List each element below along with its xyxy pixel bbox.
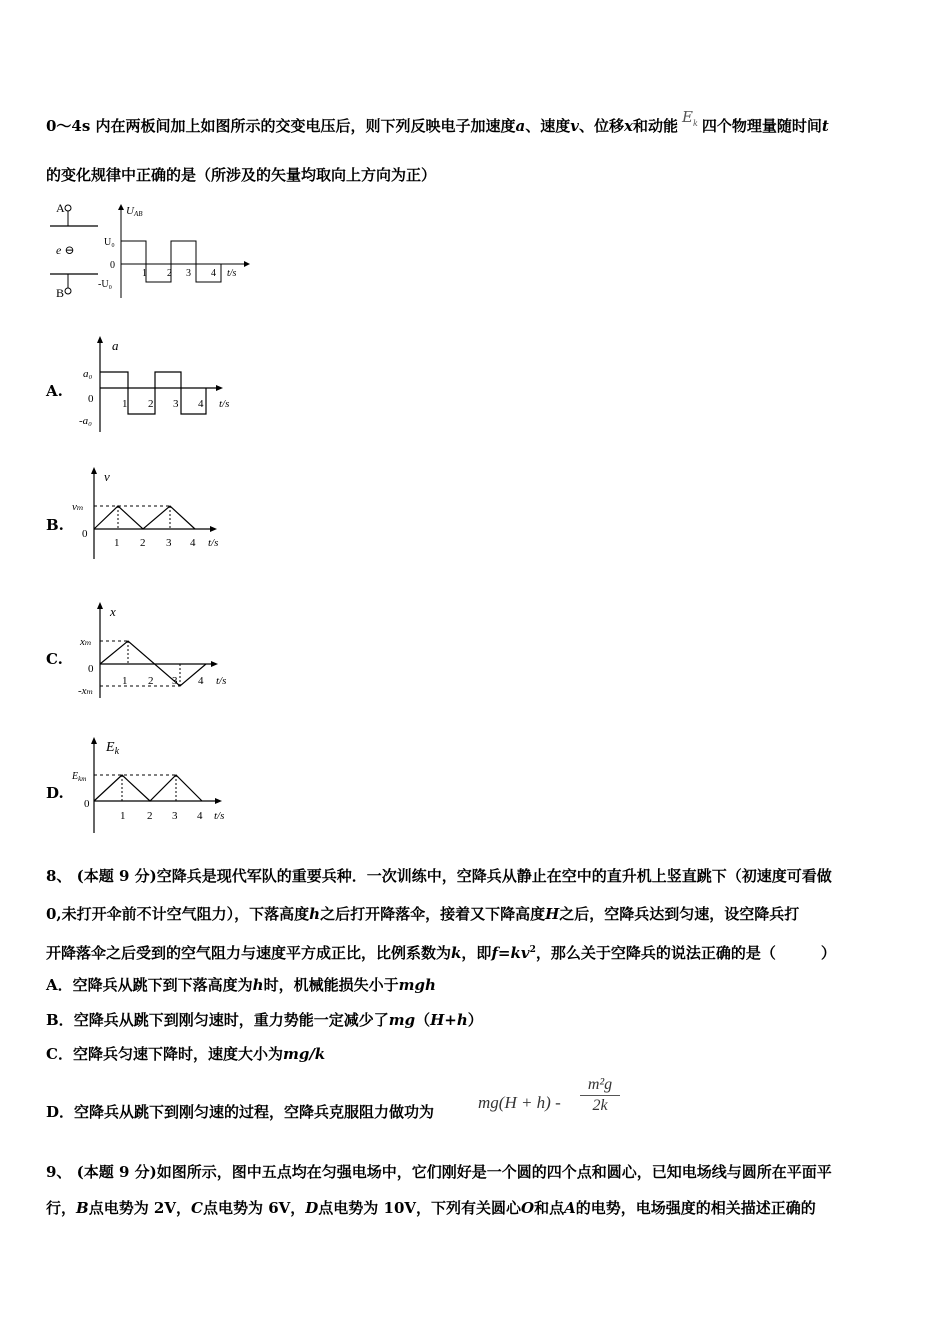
ek-tick-3: 3 [172,810,178,822]
tick-2: 2 [167,268,172,279]
option-b-graph[interactable] [70,463,240,563]
ekm-label: $E_{km}$ [72,771,87,783]
x-tick-4: 4 [198,675,204,687]
a-origin: 0 [88,393,94,405]
v-tick-4: 4 [190,537,196,549]
v-tick-2: 2 [140,537,146,549]
origin-label: 0 [110,260,115,271]
ek-symbol: $E_k$ [682,108,698,128]
v-x-label: t/s [208,537,219,549]
v-axis-label: v [104,469,110,484]
y-label: UAB [126,205,143,218]
vm-label: vₘ [72,501,84,513]
xm-label: xₘ [80,636,92,648]
a-x-label: t/s [219,398,230,410]
x-tick-3: 3 [172,675,178,687]
ek-tick-1: 1 [120,810,126,822]
option-d-letter[interactable]: D. [46,784,64,802]
x-label: t/s [227,268,237,279]
ek-axis-label: $E_k$ [106,740,120,757]
ek-tick-2: 2 [147,810,153,822]
ek-curve [94,775,202,801]
option-c-graph[interactable] [76,598,246,702]
x-axis-label: x [110,604,116,619]
q8-text-line1: 8、 (本题 9 分)空降兵是现代军队的重要兵种．一次训练中，空降兵从静止在空中的直升机上竖直跳下（初速度可看做 [46,867,832,885]
option-c-letter[interactable]: C. [46,650,63,668]
neg-xm-label: -xₘ [78,685,94,697]
q8-option-b[interactable]: B．空降兵从跳下到刚匀速时，重力势能一定减少了mg（H+h） [46,1011,483,1029]
v-tick-1: 1 [114,537,120,549]
x-tick-2: 2 [148,675,154,687]
plate-a-label: A [56,201,65,215]
q8-option-d-formula-left: mg(H + h) - [478,1093,561,1112]
x-x-label: t/s [216,675,227,687]
v-curve [94,506,195,529]
v-tick-3: 3 [166,537,172,549]
tick-1: 1 [142,268,147,279]
q8-text-line2: 0,未打开伞前不计空气阻力），下落高度h之后打开降落伞，接着又下降高度H之后，空降兵达到匀速，设空降兵打 [46,905,800,923]
ek-origin: 0 [84,798,90,810]
a-tick-4: 4 [198,398,204,410]
q9-text-line1: 9、 (本题 9 分)如图所示，图中五点均在匀强电场中，它们刚好是一个圆的四个点和圆心，已知电场线与圆所在平面平 [46,1163,832,1181]
neg-a0-label: -a₀ [79,415,92,427]
q8-option-a[interactable]: A．空降兵从跳下到下落高度为h时，机械能损失小于mgh [46,976,436,994]
q8-text-line3: 开降落伞之后受到的空气阻力与速度平方成正比，比例系数为k，即$f=kv^2$，那么关于空降兵的说法正确的是（ ） [46,944,836,962]
u0-label: U₀ [104,237,115,248]
q7-text-line1: 0～4s 内在两板间加上如图所示的交变电压后，则下列反映电子加速度a、速度v、位移x和动能 $E_k$ 四个物理量随时间t [46,108,829,135]
option-a-graph[interactable] [76,332,246,436]
tick-3: 3 [186,268,191,279]
tick-4: 4 [211,268,216,279]
x-origin: 0 [88,663,94,675]
option-a-letter[interactable]: A. [46,382,63,400]
neg-u0-label: -U₀ [98,279,113,290]
v-origin: 0 [82,528,88,540]
fraction-denominator: 2k [592,1097,608,1114]
a-tick-2: 2 [148,398,154,410]
q8-option-c[interactable]: C．空降兵匀速下降时，速度大小为mg/k [46,1045,326,1063]
a-tick-1: 1 [122,398,128,410]
option-b-letter[interactable]: B. [46,516,64,534]
q8-option-d-fraction [580,1076,620,1115]
plate-b-label: B [56,286,65,300]
ek-tick-4: 4 [197,810,203,822]
fraction-numerator: m²g [580,1076,620,1096]
q7-text-line2: 的变化规律中正确的是（所涉及的矢量均取向上方向为正） [46,166,437,184]
q8-option-d[interactable]: D．空降兵从跳下到刚匀速的过程，空降兵克服阻力做功为 [46,1103,435,1121]
x-tick-1: 1 [122,675,128,687]
a-axis-label: a [112,338,119,353]
voltage-figure [46,198,256,306]
a0-label: a₀ [83,368,93,380]
electron-label: e ⊖ [56,243,75,257]
ek-x-label: t/s [214,810,225,822]
q9-text-line2: 行，B点电势为 2V，C点电势为 6V，D点电势为 10V，下列有关圆心O和点A的电势，电场强度的相关描述正确的 [46,1199,816,1217]
a-tick-3: 3 [173,398,179,410]
option-d-graph[interactable] [70,733,240,837]
